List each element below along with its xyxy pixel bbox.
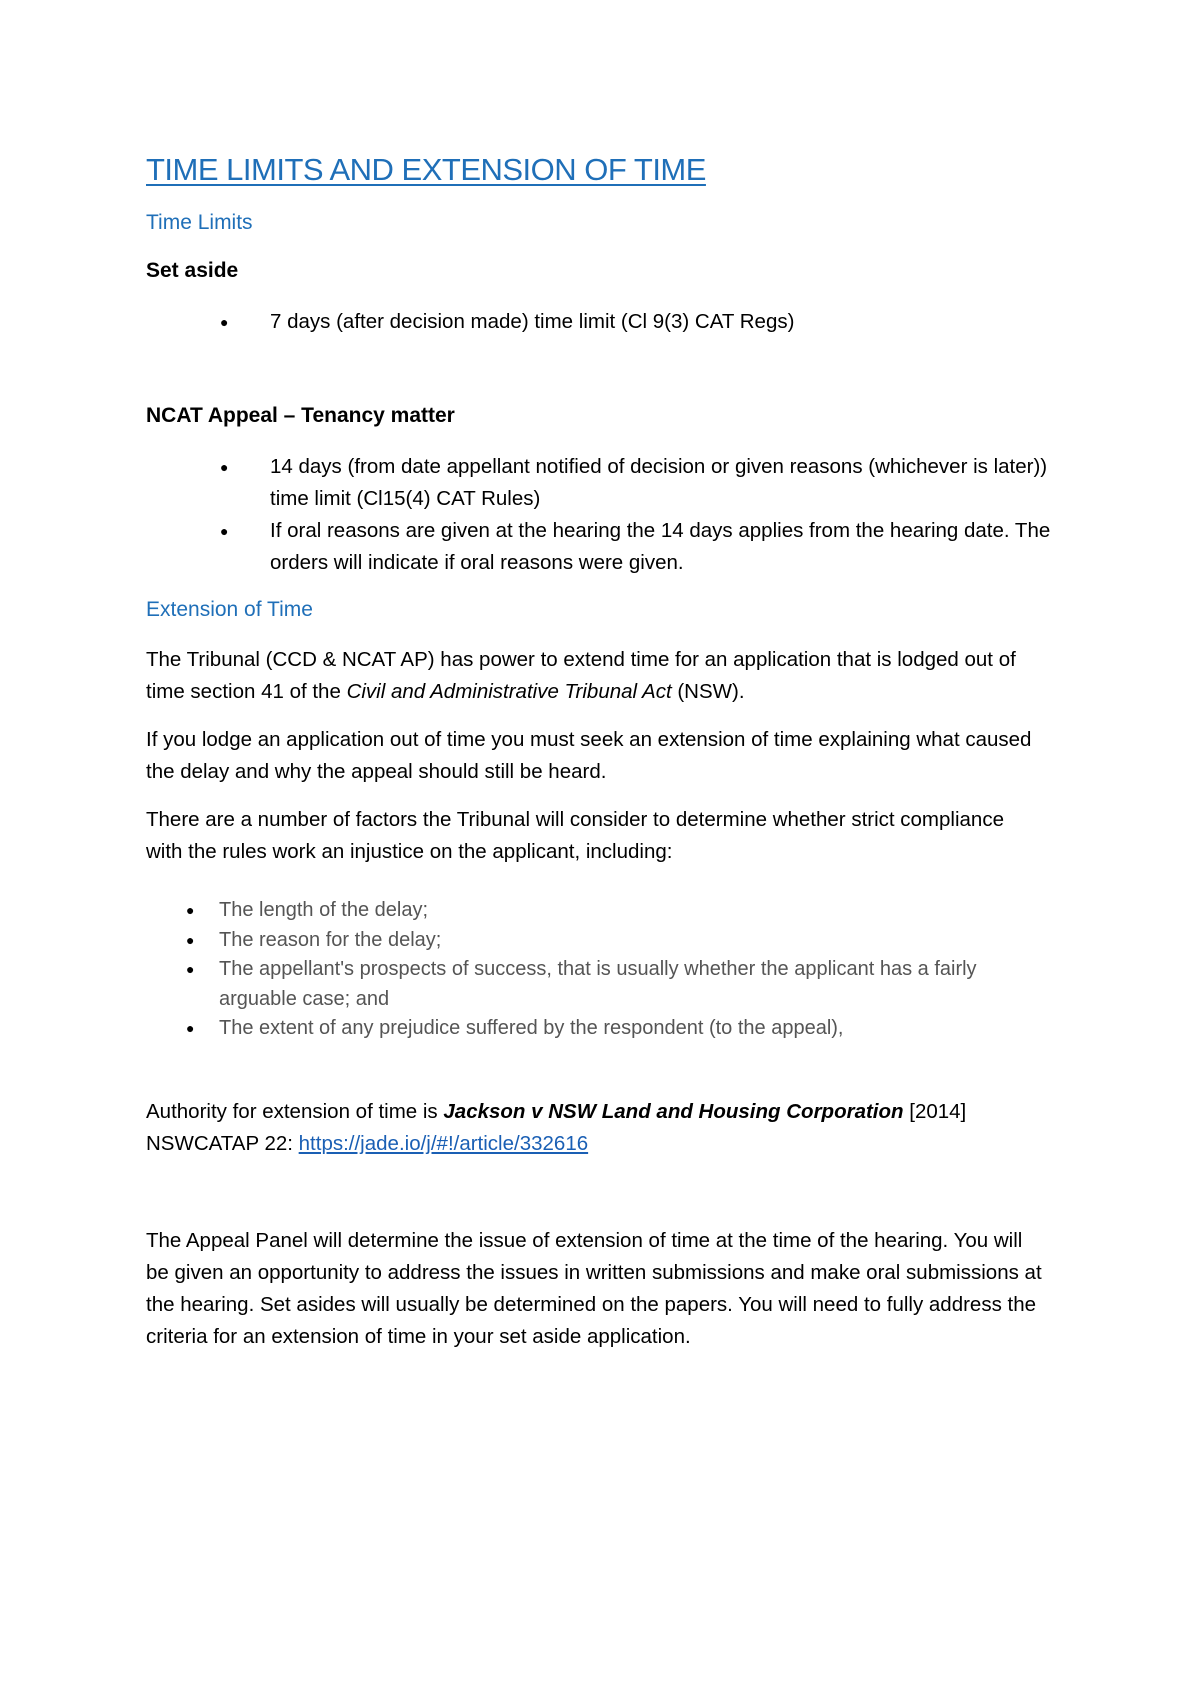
- list-item: ● The appellant's prospects of success, that is usually whether the applicant has a fairly arguable case; and: [146, 955, 1019, 1014]
- page-title: TIME LIMITS AND EXTENSION OF TIME: [146, 152, 706, 187]
- case-name: Jackson v NSW Land and Housing Corporation: [443, 1100, 904, 1123]
- appeal-list: [146, 451, 1070, 579]
- bullet-icon: ●: [186, 902, 195, 918]
- list-item: ● The extent of any prejudice suffered by the respondent (to the appeal),: [146, 1014, 1019, 1044]
- set-aside-list: [146, 306, 1070, 338]
- extension-paragraph-3: There are a number of factors the Tribunal will consider to determine whether strict compliance with the rules work an injustice on the applicant, including:: [146, 808, 1004, 863]
- set-aside-heading: Set aside: [146, 259, 239, 282]
- factors-list: [146, 896, 1019, 1044]
- time-limits-heading: Time Limits: [146, 211, 253, 234]
- authority-paragraph: Authority for extension of time is Jackson v NSW Land and Housing Corporation [2014] NSWCATAP 22: https://jade.io/j/#!/article/332616: [146, 1100, 967, 1155]
- final-paragraph: The Appeal Panel will determine the issue of extension of time at the time of the hearing. You will be given an opportunity to address the issues in written submissions and make oral submissions at the hearing. Set asides will usually be determined on the papers. You will need to fully address the criteria for an extension of time in your set aside application.: [146, 1229, 1042, 1348]
- list-item: ● The length of the delay;: [146, 896, 1019, 926]
- bullet-icon: ●: [220, 459, 229, 475]
- list-item: ● The reason for the delay;: [146, 926, 1019, 956]
- extension-paragraph-2: If you lodge an application out of time you must seek an extension of time explaining what caused the delay and why the appeal should still be heard.: [146, 728, 1032, 783]
- extension-heading: Extension of Time: [146, 598, 313, 621]
- list-item: ● 7 days (after decision made) time limit (Cl 9(3) CAT Regs): [146, 306, 1070, 338]
- bullet-icon: ●: [186, 961, 195, 977]
- authority-link[interactable]: https://jade.io/j/#!/article/332616: [298, 1132, 589, 1155]
- bullet-icon: ●: [186, 1020, 195, 1036]
- bullet-icon: ●: [220, 314, 229, 330]
- list-item: ● If oral reasons are given at the hearing the 14 days applies from the hearing date. The orders will indicate if oral reasons were given.: [146, 515, 1070, 579]
- list-item: ● 14 days (from date appellant notified of decision or given reasons (whichever is later)) time limit (Cl15(4) CAT Rules): [146, 451, 1070, 515]
- extension-paragraph-1: The Tribunal (CCD & NCAT AP) has power to extend time for an application that is lodged out of time section 41 of the Civil and Administrative Tribunal Act (NSW).: [146, 648, 1016, 703]
- bullet-icon: ●: [186, 931, 195, 948]
- bullet-icon: ●: [220, 523, 229, 539]
- appeal-heading: NCAT Appeal – Tenancy matter: [146, 404, 455, 427]
